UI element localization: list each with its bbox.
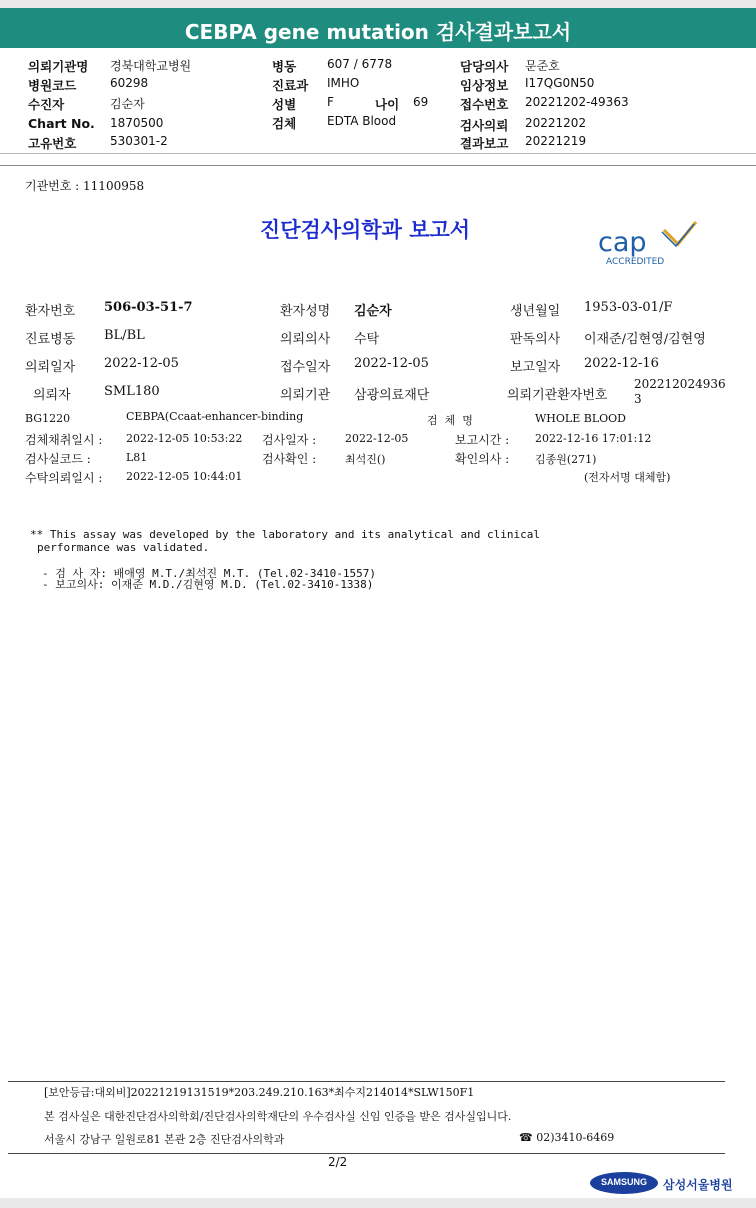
report-header-title: CEBPA gene mutation 검사결과보고서: [184, 20, 572, 44]
samsung-logo-text: SAMSUNG: [600, 1177, 647, 1187]
bottom-band: [0, 1198, 756, 1208]
assay-note-line2: performance was validated.: [37, 541, 210, 554]
hospital-name-logo: 삼성서울병원: [663, 1178, 733, 1192]
cap-logo-sub: ACCREDITED: [606, 257, 665, 267]
lab-code-value: L81: [126, 451, 148, 464]
lab-address: 서울시 강남구 일원로81 본관 2층 진단검사의학과: [44, 1133, 285, 1146]
institution-number: 기관번호 : 11100958: [25, 179, 145, 193]
hdr-label-patient: 수진자: [28, 97, 65, 112]
requesting-institution-value: 삼광의료재단: [354, 388, 430, 403]
patient-name-value: 김순자: [354, 304, 392, 319]
consign-time-value: 2022-12-05 10:44:01: [126, 470, 243, 483]
hdr-label-report: 결과보고: [460, 136, 509, 151]
requester-value: SML180: [104, 384, 160, 399]
hdr-value-institution: 경북대학교병원: [110, 59, 192, 73]
patient-name-label: 환자성명: [280, 304, 331, 319]
assay-note-line1: ** This assay was developed by the laboratory and its analytical and clinical: [30, 528, 540, 541]
report-date-value: 2022-12-16: [584, 356, 659, 371]
hdr-value-age: 69: [413, 95, 429, 109]
report-title: 진단검사의학과 보고서: [259, 217, 471, 242]
hdr-label-doctor: 담당의사: [460, 59, 509, 74]
collection-time-label: 검체채취일시 :: [25, 433, 103, 447]
hdr-value-unique-no: 530301-2: [110, 134, 168, 148]
tester-info: - 검 사 자: 배애영 M.T./최석진 M.T. (Tel.02-3410-1557): [42, 567, 377, 580]
cap-accredited-logo: [596, 218, 700, 270]
reporter-info: - 보고의사: 이재준 M.D./김현영 M.D. (Tel.02-3410-1338): [42, 578, 374, 591]
test-confirm-label: 검사확인 :: [262, 452, 317, 466]
hdr-label-unique-no: 고유번호: [28, 136, 77, 151]
specimen-label: 검 체 명: [427, 414, 473, 427]
header-divider-2: [0, 165, 756, 166]
hdr-label-request: 검사의뢰: [460, 118, 509, 133]
certification-note: 본 검사실은 대한진단검사의학회/진단검사의학재단의 우수검사실 신임 인증을 받은 검사실입니다.: [44, 1110, 512, 1123]
hdr-value-clinical: I17QG0N50: [525, 76, 595, 90]
ordering-doctor-value: 수탁: [354, 332, 380, 347]
hdr-value-patient: 김순자: [110, 97, 145, 111]
inst-patient-no-label: 의뢰기관환자번호: [507, 388, 608, 403]
samsung-logo: [590, 1172, 658, 1194]
receipt-date-value: 2022-12-05: [354, 356, 429, 371]
birthdate-value: 1953-03-01/F: [584, 300, 673, 315]
consign-time-label: 수탁의뢰일시 :: [25, 471, 103, 485]
requesting-institution-label: 의뢰기관: [280, 388, 331, 403]
specimen-value: WHOLE BLOOD: [535, 412, 626, 425]
confirm-doctor-value: 김종원(271): [535, 453, 597, 466]
patient-no-label: 환자번호: [25, 304, 76, 319]
collection-time-value: 2022-12-05 10:53:22: [126, 432, 243, 445]
hdr-label-age: 나이: [375, 97, 400, 112]
footer-divider-top: [8, 1081, 725, 1082]
test-name: CEBPA(Ccaat-enhancer-binding: [126, 410, 304, 423]
hdr-label-ward: 병동: [272, 59, 297, 74]
birthdate-label: 생년월일: [510, 304, 561, 319]
test-date-label: 검사일자 :: [262, 433, 317, 447]
lab-code-label: 검사실코드 :: [25, 452, 91, 466]
hdr-label-institution: 의뢰기관명: [28, 59, 89, 74]
report-date-label: 보고일자: [510, 360, 561, 375]
ward-value: BL/BL: [104, 328, 145, 343]
confirm-doctor-label: 확인의사 :: [455, 452, 510, 466]
title-bar: [0, 8, 756, 48]
hdr-label-hospital-code: 병원코드: [28, 78, 77, 93]
esignature-note: (전자서명 대체함): [584, 471, 671, 484]
hdr-value-doctor: 문준호: [525, 59, 560, 73]
hdr-label-clinical: 임상정보: [460, 78, 509, 93]
hdr-value-specimen: EDTA Blood: [327, 114, 397, 128]
report-time-label: 보고시간 :: [455, 433, 510, 447]
reading-doctor-label: 판독의사: [510, 332, 561, 347]
hdr-value-chart-no: 1870500: [110, 116, 164, 130]
hdr-value-report: 20221219: [525, 134, 587, 148]
reading-doctor-value: 이재준/김현영/김현영: [584, 332, 706, 347]
inst-patient-no-value-cont: 3: [634, 392, 642, 406]
test-confirm-value: 최석진(): [345, 453, 386, 466]
hdr-value-receipt-no: 20221202-49363: [525, 95, 629, 109]
hdr-value-ward: 607 / 6778: [327, 57, 393, 71]
requester-label: 의뢰자: [33, 388, 71, 403]
page-number: 2/2: [328, 1155, 348, 1169]
hdr-value-hospital-code: 60298: [110, 76, 149, 90]
test-date-value: 2022-12-05: [345, 432, 409, 445]
patient-no-value: 506-03-51-7: [104, 300, 193, 315]
ordering-doctor-label: 의뢰의사: [280, 332, 331, 347]
ward-label: 진료병동: [25, 332, 76, 347]
hdr-label-sex: 성별: [272, 97, 297, 112]
hdr-label-dept: 진료과: [272, 78, 309, 93]
hdr-value-sex: F: [327, 95, 334, 109]
hdr-label-chart-no: Chart No.: [28, 116, 95, 131]
report-time-value: 2022-12-16 17:01:12: [535, 432, 652, 445]
top-band: [0, 0, 756, 8]
header-divider-1: [0, 153, 756, 154]
test-code: BG1220: [25, 412, 71, 425]
hdr-value-dept: IMHO: [327, 76, 360, 90]
receipt-date-label: 접수일자: [280, 360, 331, 375]
request-date-label: 의뢰일자: [25, 360, 76, 375]
request-date-value: 2022-12-05: [104, 356, 179, 371]
inst-patient-no-value: 202212024936: [634, 377, 726, 391]
footer-divider-bottom: [8, 1153, 725, 1154]
cap-logo-text: cap: [598, 227, 647, 258]
hdr-value-request: 20221202: [525, 116, 587, 130]
hdr-label-specimen: 검체: [272, 116, 297, 131]
hdr-label-receipt-no: 접수번호: [460, 97, 509, 112]
security-line: [보안등급:대외비]20221219131519*203.249.210.163*최수지214014*SLW150F1: [44, 1086, 475, 1099]
lab-phone: ☎ 02)3410-6469: [519, 1131, 615, 1144]
cap-logo-icon: [596, 218, 700, 270]
